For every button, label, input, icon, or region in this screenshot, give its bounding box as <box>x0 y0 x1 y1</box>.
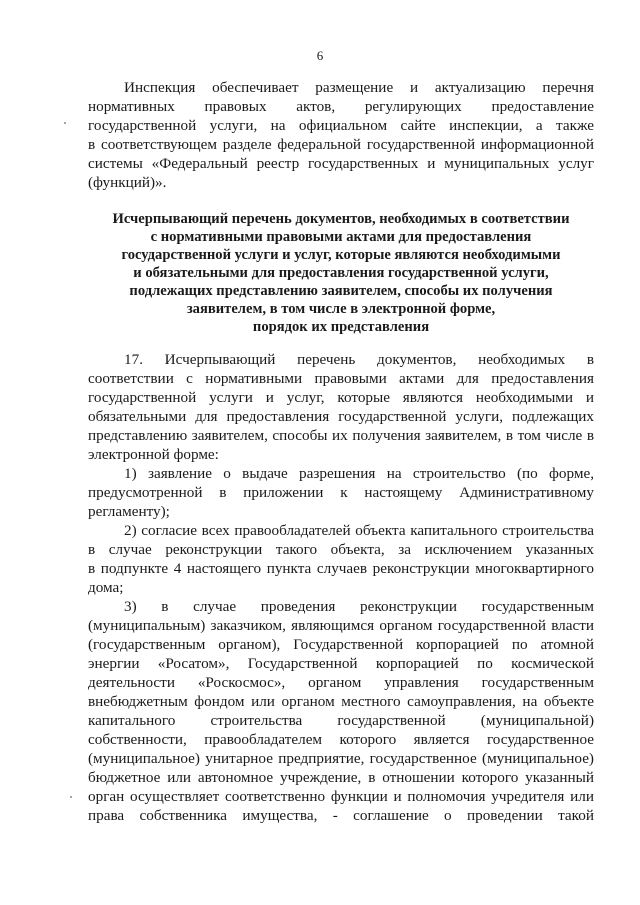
list-item-line: 2) согласие всех правообладателей объекта капитального строительства <box>124 522 594 539</box>
list-item-line: в случае реконструкции такого объекта, за исключением указанных <box>88 541 594 558</box>
paragraph-line: обязательными для предоставления государственной услуги, подлежащих <box>88 408 594 425</box>
paragraph-line: нормативных правовых актов, регулирующих предоставление <box>88 98 594 115</box>
page-number: 6 <box>316 48 324 63</box>
paragraph-line: (функций)». <box>88 174 167 191</box>
paragraph-line: государственной услуги, на официальном сайте инспекции, а также <box>88 117 594 134</box>
list-item-line: деятельности «Роскосмос», органом управления государственным <box>88 674 594 691</box>
paragraph-line: 17. Исчерпывающий перечень документов, необходимых в <box>124 351 594 368</box>
list-item-line: энергии «Росатом», Государственной корпорацией по космической <box>88 655 594 672</box>
paragraph-line: представлению заявителем, способы их получения заявителем, в том числе в <box>88 427 594 444</box>
paragraph-line: электронной форме: <box>88 446 219 463</box>
section-heading-line: заявителем, в том числе в электронной форме, <box>186 301 496 317</box>
list-item-line: дома; <box>88 579 124 596</box>
scan-speck <box>64 122 66 124</box>
list-item-line: предусмотренной в приложении к настоящему Административному <box>88 484 594 501</box>
section-heading-line: подлежащих представлению заявителем, способы их получения <box>129 283 553 299</box>
section-heading-line: Исчерпывающий перечень документов, необходимых в соответствии <box>112 211 570 227</box>
list-item-line: внебюджетным фондом или органом местного самоуправления, на объекте <box>88 693 594 710</box>
list-item-line: орган осуществляет соответственно функции и полномочия учредителя или <box>88 788 594 805</box>
paragraph-line: соответствии с нормативными правовыми актами для предоставления <box>88 370 594 387</box>
list-item-line: 3) в случае проведения реконструкции государственным <box>124 598 594 615</box>
section-heading-line: и обязательными для предоставления государственной услуги, <box>133 265 549 281</box>
section-heading-line: государственной услуги и услуг, которые являются необходимыми <box>121 247 561 263</box>
scan-speck <box>70 796 72 798</box>
list-item-line: бюджетное или автономное учреждение, в отношении которого указанный <box>88 769 594 786</box>
list-item-line: (государственным органом), Государственной корпорацией по атомной <box>88 636 594 653</box>
paragraph-line: в соответствующем разделе федеральной государственной информационной <box>88 136 594 153</box>
list-item-line: (муниципальное) унитарное предприятие, государственное (муниципальное) <box>88 750 594 767</box>
section-heading-line: порядок их представления <box>252 319 430 335</box>
section-heading-line: с нормативными правовыми актами для предоставления <box>150 229 532 245</box>
list-item-line: регламенту); <box>88 503 170 520</box>
list-item-line: капитального строительства государственной (муниципальной) <box>88 712 594 729</box>
paragraph-line: Инспекция обеспечивает размещение и актуализацию перечня <box>124 79 594 96</box>
paragraph-line: государственной услуги и услуг, которые являются необходимыми и <box>88 389 594 406</box>
list-item-line: 1) заявление о выдаче разрешения на строительство (по форме, <box>124 465 594 482</box>
list-item-line: права собственника имущества, - соглашение о проведении такой <box>88 807 594 824</box>
list-item-line: (муниципальным) заказчиком, являющимся органом государственной власти <box>88 617 594 634</box>
list-item-line: в подпункте 4 настоящего пункта случаев реконструкции многоквартирного <box>88 560 594 577</box>
list-item-line: собственности, правообладателем которого является государственное <box>88 731 594 748</box>
paragraph-line: системы «Федеральный реестр государственных и муниципальных услуг <box>88 155 594 172</box>
